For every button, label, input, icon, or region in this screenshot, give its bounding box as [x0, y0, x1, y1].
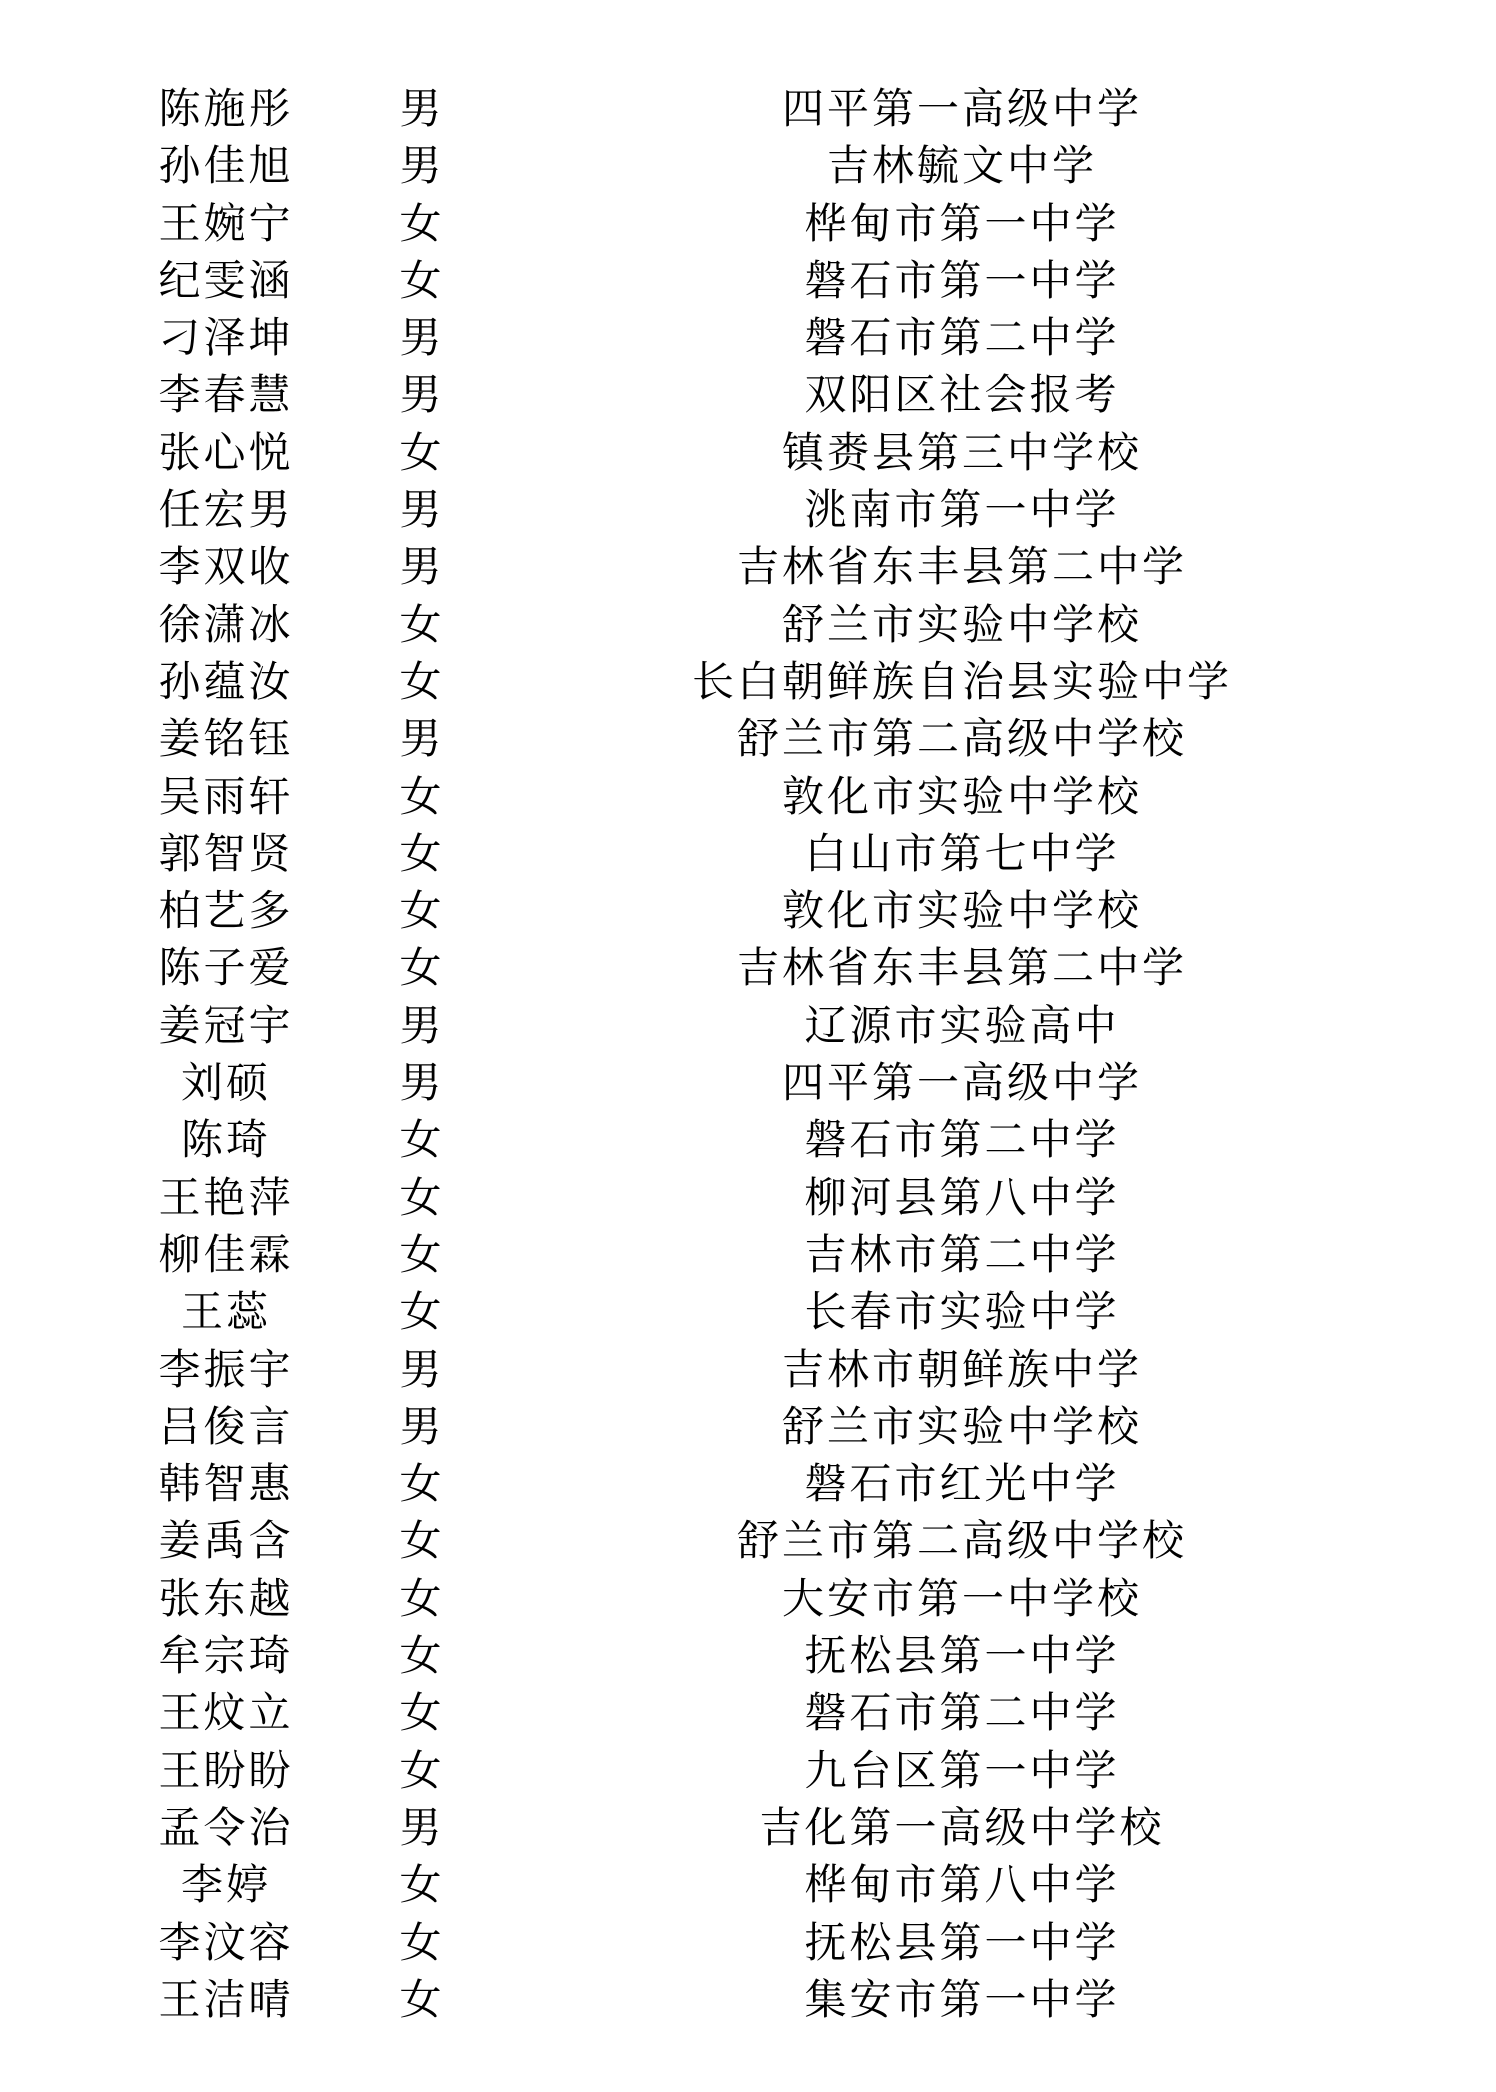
school-name: 四平第一高级中学: [781, 1061, 1142, 1108]
table-row: [0, 1056, 1496, 1113]
gender-value: 男: [399, 1347, 445, 1394]
school-name: 舒兰市第二高级中学校: [736, 717, 1187, 764]
gender-value: 男: [399, 144, 445, 191]
gender-value: 女: [399, 659, 445, 706]
table-row: [0, 598, 1496, 655]
school-name: 四平第一高级中学: [781, 87, 1142, 133]
table-row: [0, 1572, 1496, 1629]
table-row: [0, 1400, 1496, 1457]
table-row: [0, 770, 1496, 827]
table-row: [0, 1285, 1496, 1342]
school-name: 长白朝鲜族自治县实验中学: [691, 659, 1232, 706]
table-row: [0, 1171, 1496, 1228]
table-row: [0, 712, 1496, 769]
gender-value: 女: [399, 889, 445, 936]
student-name: 任宏男: [158, 488, 294, 535]
student-name: 姜冠宇: [158, 1003, 294, 1050]
table-row: [0, 540, 1496, 597]
school-name: 抚松县第一中学: [804, 1920, 1120, 1967]
student-name: 吴雨轩: [158, 774, 294, 821]
student-name: 张东越: [158, 1576, 294, 1623]
table-row: [0, 1457, 1496, 1514]
gender-value: 女: [399, 201, 445, 248]
school-name: 洮南市第一中学: [804, 488, 1120, 535]
gender-value: 女: [399, 1290, 445, 1337]
student-name: 陈琦: [180, 1118, 271, 1165]
gender-value: 女: [399, 1519, 445, 1566]
table-row: [0, 254, 1496, 311]
student-name: 徐潇冰: [158, 602, 294, 649]
student-name: 陈子爱: [158, 946, 294, 993]
gender-value: 女: [399, 258, 445, 305]
school-name: 吉林省东丰县第二中学: [736, 545, 1187, 592]
table-row: [0, 311, 1496, 368]
gender-value: 女: [399, 1863, 445, 1910]
school-name: 镇赉县第三中学校: [781, 430, 1142, 477]
student-name: 韩智惠: [158, 1462, 294, 1509]
gender-value: 女: [399, 1748, 445, 1795]
table-row: [0, 941, 1496, 998]
table-row: [0, 368, 1496, 425]
student-name: 王蕊: [180, 1290, 271, 1337]
student-name: 吕俊言: [158, 1404, 294, 1451]
school-name: 辽源市实验高中: [804, 1003, 1120, 1050]
student-name: 王艳萍: [158, 1175, 294, 1222]
table-row: [0, 197, 1496, 254]
table-row: [0, 884, 1496, 941]
school-name: 磐石市第二中学: [804, 316, 1120, 363]
table-row: [0, 1113, 1496, 1170]
school-name: 大安市第一中学校: [781, 1576, 1142, 1623]
gender-value: 男: [399, 1404, 445, 1451]
school-name: 抚松县第一中学: [804, 1634, 1120, 1681]
gender-value: 女: [399, 831, 445, 878]
student-name: 李春慧: [158, 373, 294, 420]
school-name: 桦甸市第八中学: [804, 1863, 1120, 1910]
table-row: [0, 139, 1496, 196]
gender-value: 男: [399, 316, 445, 363]
student-name: 纪雯涵: [158, 258, 294, 305]
student-name: 柏艺多: [158, 889, 294, 936]
gender-value: 男: [399, 1805, 445, 1852]
student-name: 李婷: [180, 1863, 271, 1910]
gender-value: 女: [399, 1920, 445, 1967]
student-name: 孙蕴汝: [158, 659, 294, 706]
school-name: 吉化第一高级中学校: [759, 1805, 1165, 1852]
gender-value: 女: [399, 430, 445, 477]
gender-value: 女: [399, 774, 445, 821]
table-row: [0, 1228, 1496, 1285]
gender-value: 女: [399, 1576, 445, 1623]
gender-value: 女: [399, 1118, 445, 1165]
school-name: 舒兰市实验中学校: [781, 1404, 1142, 1451]
gender-value: 男: [399, 373, 445, 420]
gender-value: 女: [399, 1634, 445, 1681]
table-row: [0, 82, 1496, 139]
school-name: 九台区第一中学: [804, 1748, 1120, 1795]
gender-value: 男: [399, 717, 445, 764]
school-name: 磐石市红光中学: [804, 1462, 1120, 1509]
school-name: 桦甸市第一中学: [804, 201, 1120, 248]
student-name: 刘硕: [180, 1061, 271, 1108]
student-name: 李双收: [158, 545, 294, 592]
gender-value: 女: [399, 1977, 445, 2024]
student-name: 郭智贤: [158, 831, 294, 878]
school-name: 磐石市第一中学: [804, 258, 1120, 305]
table-row: [0, 999, 1496, 1056]
school-name: 敦化市实验中学校: [781, 889, 1142, 936]
school-name: 舒兰市第二高级中学校: [736, 1519, 1187, 1566]
school-name: 吉林省东丰县第二中学: [736, 946, 1187, 993]
gender-value: 女: [399, 1462, 445, 1509]
table-row: [0, 1514, 1496, 1571]
student-name: 柳佳霖: [158, 1232, 294, 1279]
table-row: [0, 827, 1496, 884]
student-name: 李汶容: [158, 1920, 294, 1967]
student-name: 李振宇: [158, 1347, 294, 1394]
gender-value: 女: [399, 1175, 445, 1222]
school-name: 磐石市第二中学: [804, 1691, 1120, 1738]
gender-value: 女: [399, 1232, 445, 1279]
student-name: 陈施彤: [158, 87, 294, 133]
school-name: 吉林市第二中学: [804, 1232, 1120, 1279]
school-name: 双阳区社会报考: [804, 373, 1120, 420]
gender-value: 男: [399, 488, 445, 535]
school-name: 吉林毓文中学: [826, 144, 1097, 191]
table-row: [0, 426, 1496, 483]
student-name: 王洁晴: [158, 1977, 294, 2024]
school-name: 长春市实验中学: [804, 1290, 1120, 1337]
gender-value: 男: [399, 545, 445, 592]
student-name: 张心悦: [158, 430, 294, 477]
table-row: [0, 1629, 1496, 1686]
school-name: 集安市第一中学: [804, 1977, 1120, 2024]
student-name: 牟宗琦: [158, 1634, 294, 1681]
table-row: [0, 1343, 1496, 1400]
gender-value: 男: [399, 87, 445, 133]
table-row: [0, 655, 1496, 712]
student-name: 刁泽坤: [158, 316, 294, 363]
gender-value: 女: [399, 946, 445, 993]
table-row: [0, 1801, 1496, 1858]
table-row: [0, 1858, 1496, 1915]
school-name: 白山市第七中学: [804, 831, 1120, 878]
table-row: [0, 1686, 1496, 1743]
student-name: 姜铭钰: [158, 717, 294, 764]
table-row: [0, 1973, 1496, 2030]
gender-value: 男: [399, 1003, 445, 1050]
school-name: 吉林市朝鲜族中学: [781, 1347, 1142, 1394]
gender-value: 女: [399, 1691, 445, 1738]
school-name: 舒兰市实验中学校: [781, 602, 1142, 649]
student-name: 孟令治: [158, 1805, 294, 1852]
student-name: 王盼盼: [158, 1748, 294, 1795]
gender-value: 男: [399, 1061, 445, 1108]
gender-value: 女: [399, 602, 445, 649]
student-name: 王婉宁: [158, 201, 294, 248]
school-name: 磐石市第二中学: [804, 1118, 1120, 1165]
table-row: [0, 483, 1496, 540]
student-name: 王炆立: [158, 1691, 294, 1738]
student-name: 孙佳旭: [158, 144, 294, 191]
school-name: 敦化市实验中学校: [781, 774, 1142, 821]
school-name: 柳河县第八中学: [804, 1175, 1120, 1222]
student-name: 姜禹含: [158, 1519, 294, 1566]
table-row: [0, 1744, 1496, 1801]
table-row: [0, 1916, 1496, 1973]
